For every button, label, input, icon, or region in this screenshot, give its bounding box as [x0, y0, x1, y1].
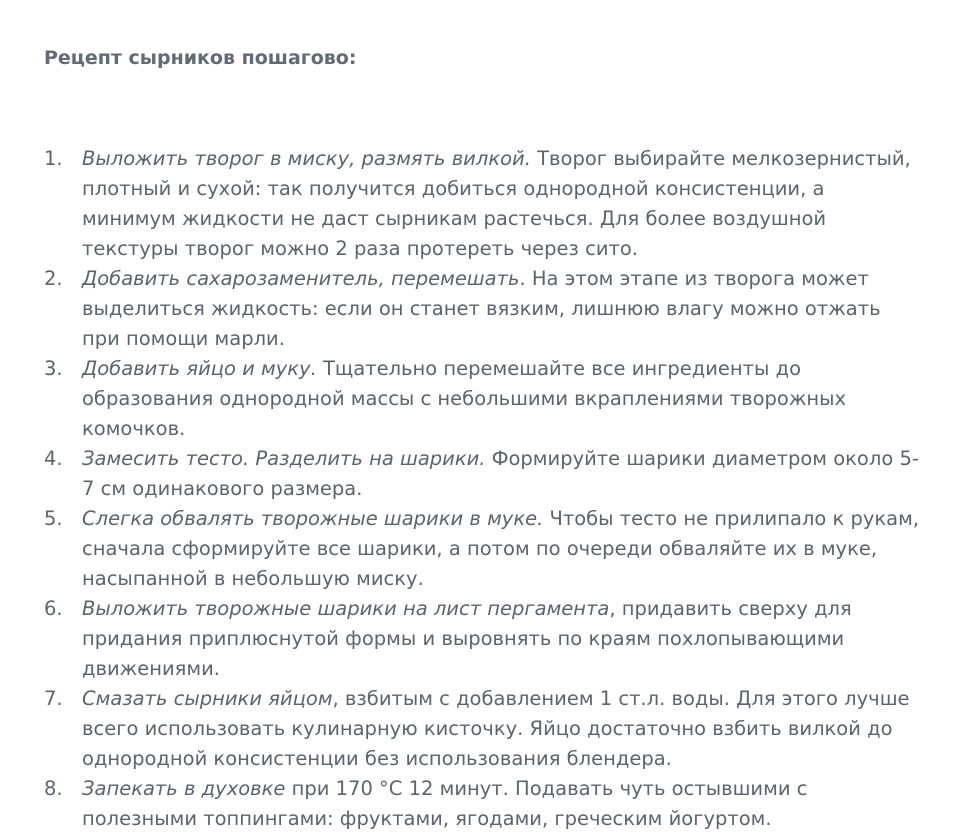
step-body-text: Чтобы тесто не прилипало к рукам, сначала сформируйте все шарики, а потом по очереди обваляйте их в муке, насыпанной в небольшую миску.	[82, 507, 920, 590]
step-lead-text: Добавить яйцо и муку.	[82, 357, 317, 380]
step-number: 6.	[44, 597, 63, 620]
step-body-text: , взбитым с добавлением 1 ст.л. воды. Для этого лучше всего использовать кулинарную кисточку. Яйцо достаточно взбить вилкой до однородной консистенции без использования блендера.	[82, 687, 910, 770]
step-lead-text: Замесить тесто. Разделить на шарики.	[82, 447, 486, 470]
step-lead-text: Добавить сахарозаменитель, перемешать	[82, 267, 520, 290]
recipe-step	[44, 354, 924, 444]
recipe-step	[44, 504, 924, 594]
recipe-step	[44, 444, 924, 504]
step-lead-text: Выложить творожные шарики на лист пергамента	[82, 597, 610, 620]
step-lead-text: Смазать сырники яйцом	[82, 687, 333, 710]
step-number: 7.	[44, 687, 63, 710]
step-body-text: при 170 °С 12 минут. Подавать чуть остывшими с полезными топпингами: фруктами, ягодами, греческим йогуртом.	[82, 777, 808, 830]
recipe-article	[44, 44, 924, 834]
step-lead-text: Запекать в духовке	[82, 777, 286, 800]
step-number: 5.	[44, 507, 63, 530]
step-number: 8.	[44, 777, 63, 800]
step-number: 3.	[44, 357, 63, 380]
step-number: 1.	[44, 147, 63, 170]
step-body-text: Творог выбирайте мелкозернистый, плотный и сухой: так получится добиться однородной консистенции, а минимум жидкости не даст сырникам растечься. Для более воздушной текстуры творог можно 2 раза протереть через сито.	[82, 147, 911, 260]
step-number: 4.	[44, 447, 63, 470]
recipe-step	[44, 144, 924, 264]
step-lead-text: Выложить творог в миску, размять вилкой.	[82, 147, 531, 170]
step-body-text: Формируйте шарики диаметром около 5-7 см одинакового размера.	[82, 447, 919, 500]
recipe-step	[44, 264, 924, 354]
recipe-step	[44, 594, 924, 684]
step-body-text: , придавить сверху для придания приплюснутой формы и выровнять по краям похлопывающими движениями.	[82, 597, 852, 680]
recipe-step	[44, 684, 924, 774]
recipe-heading: Рецепт сырников пошагово:	[44, 47, 357, 69]
step-lead-text: Слегка обвалять творожные шарики в муке.	[82, 507, 544, 530]
step-body-text: Тщательно перемешайте все ингредиенты до образования однородной массы с небольшими вкраплениями творожных комочков.	[82, 357, 847, 440]
step-body-text: . На этом этапе из творога может выделиться жидкость: если он станет вязким, лишнюю влагу можно отжать при помощи марли.	[82, 267, 881, 350]
recipe-step	[44, 774, 924, 834]
recipe-steps-list	[44, 144, 924, 834]
step-number: 2.	[44, 267, 63, 290]
